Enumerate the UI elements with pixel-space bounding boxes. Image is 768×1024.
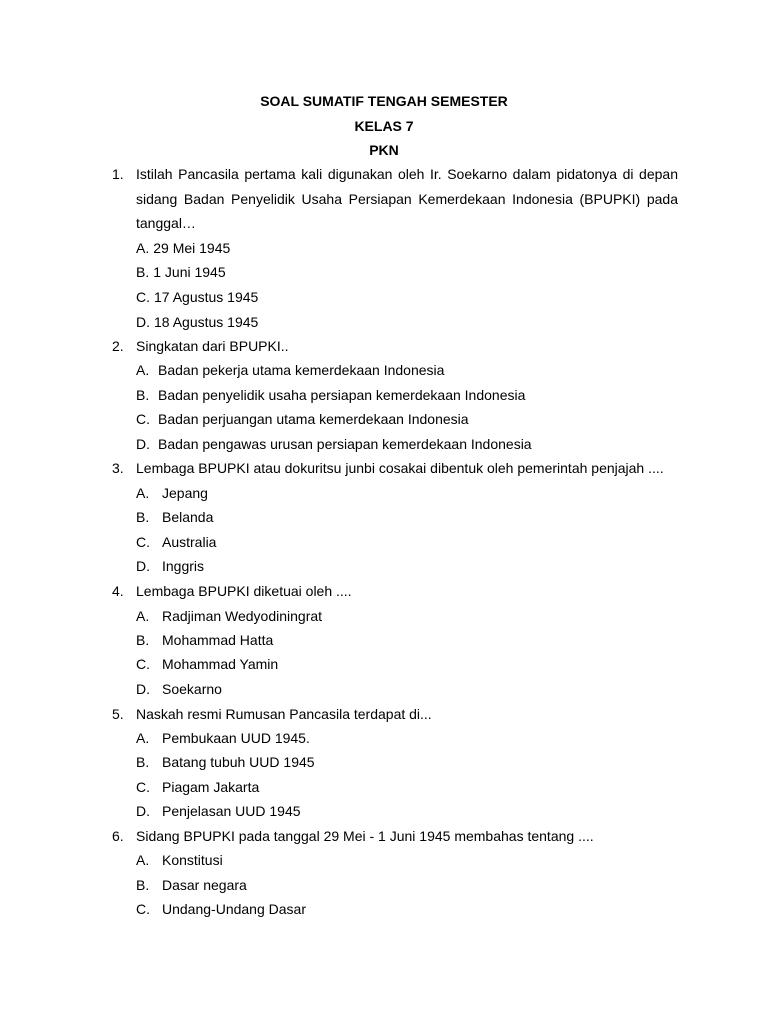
option-letter: C. [136,901,150,917]
option-c [136,656,278,672]
option-c [136,411,469,427]
option-letter: A. [136,730,150,746]
option-b [136,509,213,525]
option-text: Piagam Jakarta [162,779,260,795]
option-text: 29 Mei 1945 [153,240,231,256]
option-c [136,779,259,795]
question-text: Naskah resmi Rumusan Pancasila terdapat di... [136,706,432,722]
document-header [0,89,768,163]
subject-label: PKN [369,142,399,159]
option-text: Soekarno [162,681,222,697]
option-text: 1 Juni 1945 [153,264,226,280]
question-text: Istilah Pancasila pertama kali digunakan oleh Ir. Soekarno dalam pidatonya di depan sidang Badan Penyelidik Usaha Persiapan Kemerdekaan Indonesia (BPUPKI) pada tanggal… [136,166,678,232]
option-c [136,289,258,305]
option-d [136,314,258,330]
option-text: Inggris [162,558,205,574]
option-letter: B. [136,509,150,525]
option-letter: B. [136,754,150,770]
option-a [136,608,322,624]
option-text: Badan pekerja utama kemerdekaan Indonesia [158,362,445,378]
option-text: Belanda [162,509,214,525]
option-letter: A. [136,485,150,501]
option-letter: B. [136,264,150,280]
option-text: Badan penyelidik usaha persiapan kemerdekaan Indonesia [158,387,526,403]
option-letter: A. [136,608,150,624]
question-number: 1. [112,166,124,182]
option-text: Jepang [162,485,208,501]
option-letter: A. [136,852,150,868]
option-letter: A. [136,362,150,378]
option-c [136,901,306,917]
option-text: Penjelasan UUD 1945 [162,803,301,819]
option-text: Radjiman Wedyodiningrat [162,608,323,624]
option-c [136,534,216,550]
option-text: Mohammad Hatta [162,632,274,648]
option-b [136,632,273,648]
option-letter: C. [136,289,150,305]
option-letter: D. [136,803,150,819]
option-b [136,387,525,403]
exam-title: SOAL SUMATIF TENGAH SEMESTER [260,93,508,109]
option-a [136,730,310,746]
question-text: Lembaga BPUPKI atau dokuritsu junbi cosakai dibentuk oleh pemerintah penjajah .... [136,460,664,476]
option-d [136,681,222,697]
option-text: Mohammad Yamin [162,656,279,672]
option-text: 17 Agustus 1945 [154,289,259,305]
question-text: Lembaga BPUPKI diketuai oleh .... [136,583,352,599]
question-text: Sidang BPUPKI pada tanggal 29 Mei - 1 Juni 1945 membahas tentang .... [136,828,594,844]
option-d [136,558,204,574]
option-a [136,852,223,868]
option-letter: B. [136,877,150,893]
option-d [136,803,301,819]
option-letter: A. [136,240,150,256]
option-a [136,362,444,378]
question-number: 6. [112,828,124,844]
option-a [136,240,230,256]
option-letter: C. [136,656,150,672]
option-letter: B. [136,387,150,403]
option-b [136,754,315,770]
option-text: Batang tubuh UUD 1945 [162,754,315,770]
option-a [136,485,208,501]
option-text: Dasar negara [162,877,247,893]
option-text: 18 Agustus 1945 [154,314,259,330]
option-letter: D. [136,558,150,574]
option-text: Pembukaan UUD 1945. [162,730,310,746]
option-letter: C. [136,779,150,795]
option-b [136,877,247,893]
option-text: Australia [162,534,217,550]
option-text: Konstitusi [162,852,223,868]
option-text: Undang-Undang Dasar [162,901,306,917]
option-letter: C. [136,411,150,427]
question-text: Singkatan dari BPUPKI.. [136,338,289,354]
option-letter: D. [136,314,150,330]
option-letter: D. [136,681,150,697]
question-number: 5. [112,706,124,722]
option-letter: C. [136,534,150,550]
question-number: 3. [112,460,124,476]
option-text: Badan perjuangan utama kemerdekaan Indonesia [158,411,469,427]
option-d [136,436,532,452]
class-label: KELAS 7 [354,117,414,134]
option-letter: B. [136,632,150,648]
option-text: Badan pengawas urusan persiapan kemerdekaan Indonesia [158,436,532,452]
option-letter: D. [136,436,150,452]
question-number: 2. [112,338,124,354]
option-b [136,264,226,280]
question-number: 4. [112,583,124,599]
